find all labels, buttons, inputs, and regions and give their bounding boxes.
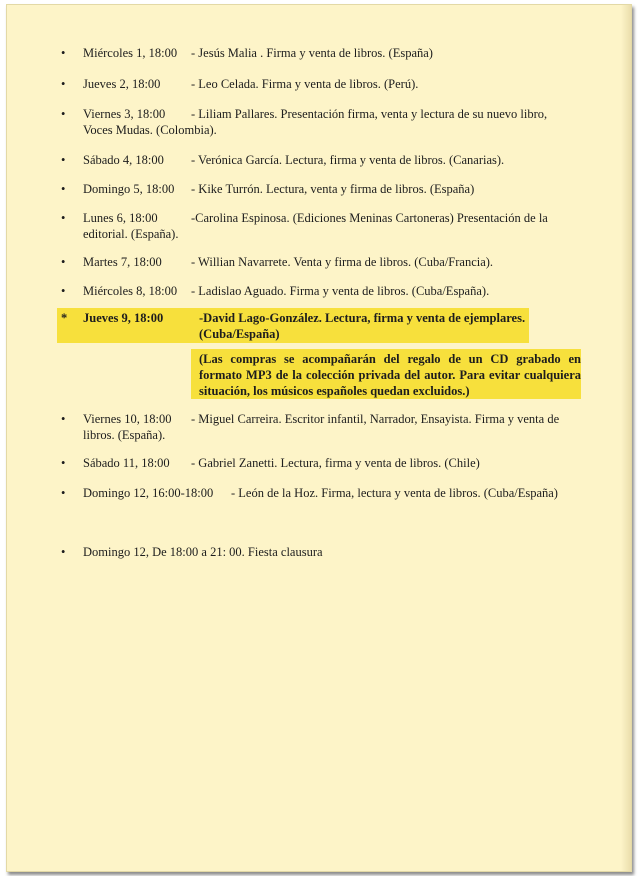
event-date: Miércoles 8, 18:00 xyxy=(83,284,178,298)
event-description-continued: libros. (España). xyxy=(83,428,166,442)
bullet: • xyxy=(61,77,66,91)
event-description: -Carolina Espinosa. (Ediciones Meninas Cartoneras) Presentación de la xyxy=(191,211,548,225)
event-description-continued: (Cuba/España) xyxy=(199,327,280,341)
bullet: • xyxy=(61,486,66,500)
event-description: - Willian Navarrete. Venta y firma de libros. (Cuba/Francia). xyxy=(191,255,494,269)
bullet: • xyxy=(61,412,66,426)
bullet: • xyxy=(61,255,66,269)
event-description: - Verónica García. Lectura, firma y venta de libros. (Canarias). xyxy=(191,153,505,167)
bullet: • xyxy=(61,153,66,167)
note-line: situación, los músicos españoles quedan excluidos.) xyxy=(199,384,470,398)
event-date: Sábado 4, 18:00 xyxy=(83,153,164,167)
asterisk-marker: * xyxy=(61,311,68,325)
event-description: - León de la Hoz. Firma, lectura y venta de libros. (Cuba/España) xyxy=(231,486,558,500)
bullet: • xyxy=(61,182,66,196)
event-description: - Liliam Pallares. Presentación firma, venta y lectura de su nuevo libro, xyxy=(191,107,548,121)
event-date: Viernes 3, 18:00 xyxy=(83,107,166,121)
closing-text: Domingo 12, De 18:00 a 21: 00. Fiesta clausura xyxy=(83,545,323,559)
bullet: • xyxy=(61,456,66,470)
event-date: Domingo 5, 18:00 xyxy=(83,182,175,196)
event-date: Martes 7, 18:00 xyxy=(83,255,162,269)
note-line: (Las compras se acompañarán del regalo de un CD grabado en xyxy=(199,352,581,366)
event-date: Jueves 2, 18:00 xyxy=(83,77,161,91)
event-description: - Miguel Carreira. Escritor infantil, Narrador, Ensayista. Firma y venta de xyxy=(191,412,560,426)
bullet: • xyxy=(61,46,66,60)
event-description: - Gabriel Zanetti. Lectura, firma y venta de libros. (Chile) xyxy=(191,456,480,470)
event-description: - Leo Celada. Firma y venta de libros. (Perú). xyxy=(191,77,419,91)
bullet: • xyxy=(61,107,66,121)
event-date: Sábado 11, 18:00 xyxy=(83,456,170,470)
page-edge-shadow xyxy=(621,5,631,871)
event-date: Lunes 6, 18:00 xyxy=(83,211,158,225)
document-page xyxy=(6,4,632,872)
bullet: • xyxy=(61,211,66,225)
event-description: - Ladislao Aguado. Firma y venta de libros. (Cuba/España). xyxy=(191,284,490,298)
event-description-continued: editorial. (España). xyxy=(83,227,179,241)
event-description: - Jesús Malia . Firma y venta de libros. (España) xyxy=(191,46,433,60)
event-description: - Kike Turrón. Lectura, venta y firma de libros. (España) xyxy=(191,182,475,196)
event-date: Jueves 9, 18:00 xyxy=(83,311,164,325)
event-description: -David Lago-González. Lectura, firma y venta de ejemplares. xyxy=(199,311,526,325)
event-date: Miércoles 1, 18:00 xyxy=(83,46,178,60)
note-line: formato MP3 de la colección privada del autor. Para evitar cualquiera xyxy=(199,368,581,382)
event-date: Viernes 10, 18:00 xyxy=(83,412,172,426)
highlight-note xyxy=(199,351,581,399)
bullet: • xyxy=(61,545,66,559)
event-date: Domingo 12, 16:00-18:00 xyxy=(83,486,214,500)
bullet: • xyxy=(61,284,66,298)
event-description-continued: Voces Mudas. (Colombia). xyxy=(83,123,217,137)
